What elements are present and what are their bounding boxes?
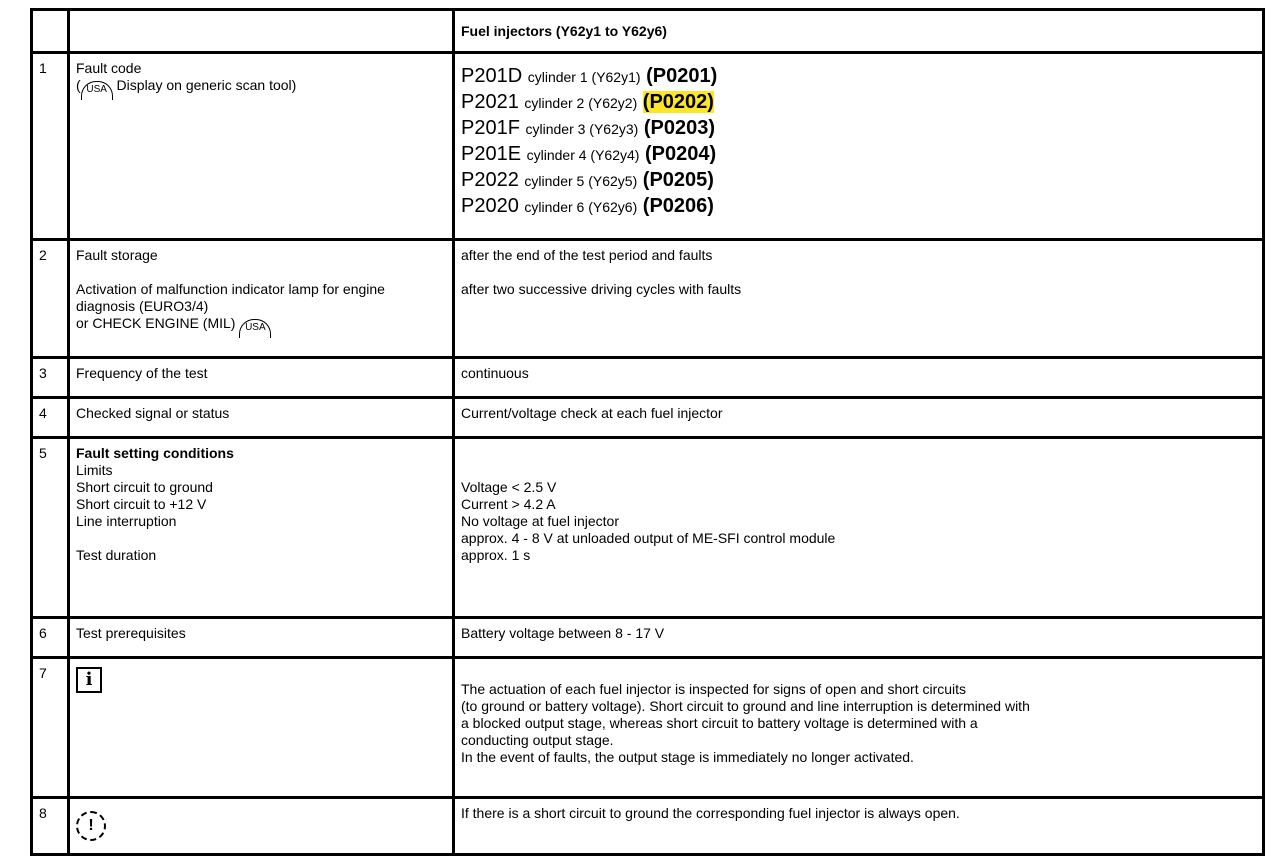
row-value: If there is a short circuit to ground the corresponding fuel injector is always open. [454,798,1264,855]
label-text: Short circuit to ground [76,479,213,495]
row-num: 3 [32,358,69,398]
row-num: 8 [32,798,69,855]
fault-code: P201E [461,143,522,165]
value-text: The actuation of each fuel injector is inspected for signs of open and short circuits [461,681,967,697]
fault-table [30,8,1265,856]
fault-code: P2022 [461,169,519,191]
row-value [454,438,1264,618]
row-label [69,798,454,855]
table-row [32,618,1264,658]
row-num: 6 [32,618,69,658]
label-text: Test duration [76,547,157,563]
header-label [69,10,454,53]
code-line [461,90,1256,116]
value-text: Voltage < 2.5 V [461,479,557,495]
fault-code: P2020 [461,195,519,217]
obd-code: (P0206) [642,195,714,217]
row-num: 7 [32,658,69,798]
header-row [32,10,1264,53]
table-row [32,240,1264,358]
table-row [32,798,1264,855]
table-row [32,398,1264,438]
cylinder: cylinder 5 (Y62y5) [524,173,638,189]
value-text: approx. 4 - 8 V at unloaded output of ME-SFI control module [461,530,836,546]
cylinder: cylinder 4 (Y62y4) [526,147,640,163]
label-text: Fault storage [76,247,158,263]
header-num [32,10,69,53]
value-text: No voltage at fuel injector [461,513,619,529]
label-text: Limits [76,462,113,478]
table-row [32,53,1264,240]
label-text: Activation of malfunction indicator lamp for engine diagnosis (EURO3/4) [76,281,385,314]
value-text: after two successive driving cycles with faults [461,281,742,297]
cylinder: cylinder 3 (Y62y3) [525,121,639,137]
label-heading: Fault setting conditions [76,445,234,461]
value-text [461,462,1256,479]
table-row [32,658,1264,798]
usa-icon: USA [81,81,113,100]
label-text [76,315,446,338]
code-line [461,64,1256,90]
row-num: 2 [32,240,69,358]
code-line [461,168,1256,194]
cylinder: cylinder 1 (Y62y1) [527,69,641,85]
fault-code: P2021 [461,91,519,113]
row-label [69,53,454,240]
row-value: Battery voltage between 8 - 17 V [454,618,1264,658]
row-label [69,438,454,618]
value-text: conducting output stage. [461,732,614,748]
row-label [69,240,454,358]
header-title: Fuel injectors (Y62y1 to Y62y6) [454,10,1264,53]
value-text: Current > 4.2 A [461,496,556,512]
row-value [454,240,1264,358]
value-text: (to ground or battery voltage). Short circuit to ground and line interruption is determined with [461,698,1030,714]
label-text [76,530,446,547]
row-label: Frequency of the test [69,358,454,398]
row-num: 4 [32,398,69,438]
sub-text: Display on generic scan tool) [112,77,297,93]
table-row [32,358,1264,398]
fault-code: P201F [461,117,520,139]
code-line [461,194,1256,220]
obd-code-highlighted: (P0202) [642,91,714,113]
row-value: Current/voltage check at each fuel injector [454,398,1264,438]
value-text: In the event of faults, the output stage is immediately no longer activated. [461,749,914,765]
usa-icon: USA [239,319,271,338]
label-sub [76,77,446,100]
value-text: after the end of the test period and faults [461,247,713,263]
row-label [69,658,454,798]
code-line [461,142,1256,168]
paren: ( [76,77,81,93]
row-value [454,658,1264,798]
code-line [461,116,1256,142]
fault-codes [454,53,1264,240]
cylinder: cylinder 6 (Y62y6) [524,199,638,215]
mil-text: or CHECK ENGINE (MIL) [76,315,240,331]
row-label: Test prerequisites [69,618,454,658]
label-text: Fault code [76,60,142,76]
warning-icon: ! [76,811,106,841]
cylinder: cylinder 2 (Y62y2) [524,95,638,111]
label-text: Short circuit to +12 V [76,496,207,512]
row-num: 5 [32,438,69,618]
value-text: a blocked output stage, whereas short circuit to battery voltage is determined with a [461,715,978,731]
row-label: Checked signal or status [69,398,454,438]
obd-code: (P0205) [642,169,714,191]
label-text: Line interruption [76,513,177,529]
info-icon: i [76,667,102,693]
obd-code: (P0203) [643,117,716,139]
row-value: continuous [454,358,1264,398]
obd-code: (P0201) [646,65,718,87]
obd-code: (P0204) [645,143,717,165]
value-text: approx. 1 s [461,547,531,563]
table-row [32,438,1264,618]
fault-code: P201D [461,65,523,87]
row-num: 1 [32,53,69,240]
